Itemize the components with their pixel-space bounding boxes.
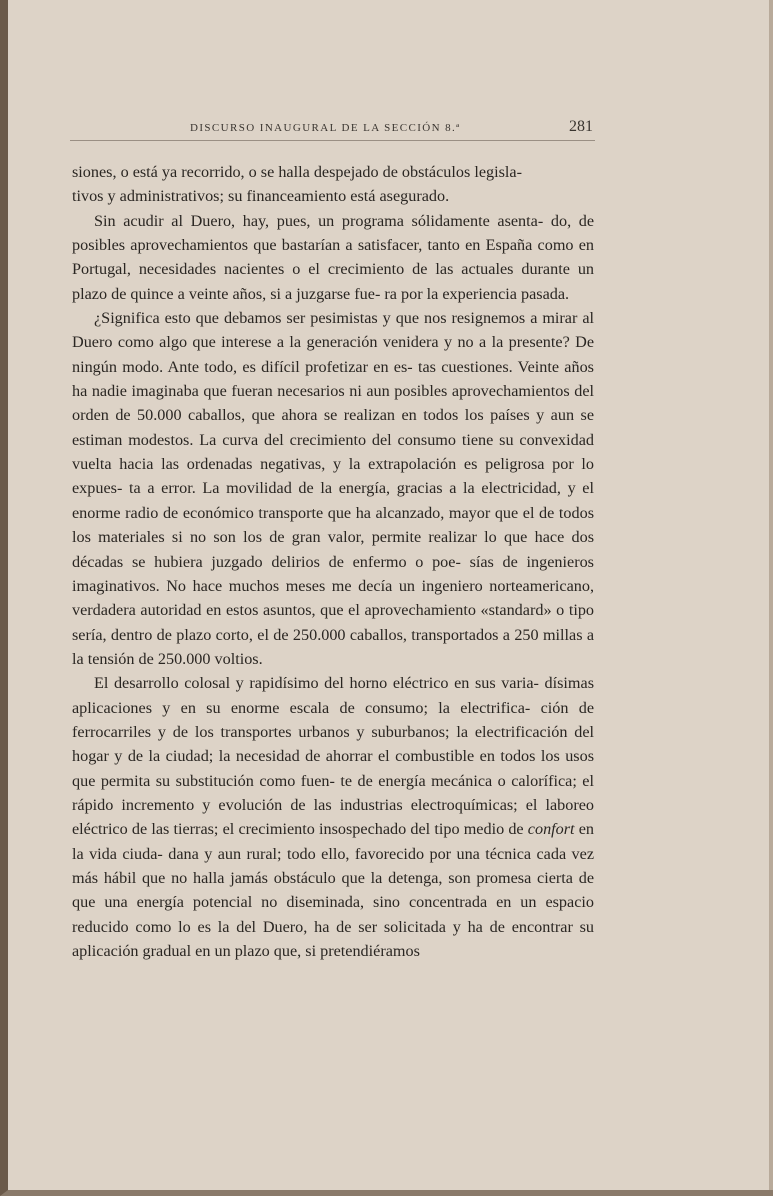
text-line: en la vida ciuda- bbox=[72, 820, 595, 863]
text-line: a mirar al Duero como algo que interese a la generación venidera y no bbox=[72, 309, 595, 352]
text-line: crecimiento insospechado del tipo medio de bbox=[238, 820, 524, 839]
text-line: el aprovechamiento «standard» o tipo sería, dentro de plazo corto, el bbox=[72, 601, 595, 644]
text-line: do, de posibles aprovechamientos que bastarían a satisfacer, tanto en bbox=[72, 211, 595, 255]
text-line: El desarrollo colosal y rapidísimo del horno eléctrico en sus varia- bbox=[94, 674, 539, 693]
text-line: te de energía mecánica o calorífica; el rápido incremento y evolución bbox=[72, 771, 594, 814]
text-line: electrificación del hogar y de la ciudad; la necesidad de ahorrar el bbox=[72, 722, 595, 766]
text-line: ingeniero norteamericano, verdadera autoridad en estos asuntos, que bbox=[72, 576, 594, 620]
text-line: ción de ferrocarriles y de los transportes urbanos y suburbanos; la bbox=[72, 698, 594, 741]
text-line: encontrar su aplicación gradual en un plazo que, si pretendiéramos bbox=[72, 917, 595, 960]
page-number: 281 bbox=[569, 118, 593, 135]
text-line: ni aun posibles aprovechamientos del orden de 50.000 caballos, que bbox=[72, 382, 594, 425]
paragraph-1 bbox=[72, 160, 594, 209]
text-line: España como en Portugal, necesidades nacientes o el crecimiento de bbox=[72, 236, 594, 279]
text-line: sías de ingenieros imaginativos. No hace muchos meses me decía un bbox=[72, 552, 594, 595]
text-line: curva del crecimiento del consumo tiene su convexidad vuelta hacia bbox=[72, 430, 595, 474]
text-line: las actuales durante un plazo de quince a veinte años, si a juzgarse fue- bbox=[72, 260, 595, 303]
text-line: de 250.000 caballos, transportados a 250 millas a la tensión de bbox=[72, 625, 595, 668]
text-line: dana y aun rural; todo ello, favorecido por una técnica cada vez más bbox=[72, 844, 595, 887]
text-line: ¿Significa esto que debamos ser pesimistas y que nos resignemos bbox=[94, 309, 526, 328]
italic-word: confort bbox=[527, 820, 575, 839]
text-line: ahora se realizan en todos los países y aun se estiman modestos. La bbox=[72, 406, 595, 449]
text-line: 250.000 voltios. bbox=[157, 649, 263, 668]
text-line: espacio reducido como lo es la del Duero, ha de ser solicitada y ha de bbox=[72, 893, 594, 936]
running-title: DISCURSO INAUGURAL DE LA SECCIÓN 8.ª bbox=[190, 122, 461, 134]
text-line: tas cuestiones. Veinte años ha nadie imaginaba que fueran necesarios bbox=[72, 357, 594, 401]
text-line: a la presente? De ningún modo. Ante todo, es difícil profetizar en es- bbox=[72, 333, 595, 376]
body-text bbox=[72, 160, 594, 963]
text-line: enorme radio de económico transporte que ha alcanzado, mayor que bbox=[72, 503, 519, 522]
page-header bbox=[70, 118, 595, 141]
text-line: de las industrias electroquímicas; el laboreo eléctrico de las tierras; el bbox=[72, 795, 595, 839]
text-line: Sin acudir al Duero, hay, pues, un programa sólidamente asenta- bbox=[94, 211, 544, 230]
paragraph-4 bbox=[72, 671, 594, 963]
text-line: dísimas aplicaciones y en su enorme escala de consumo; la electrifica- bbox=[72, 674, 594, 717]
text-line: hábil que no halla jamás obstáculo que la detenga, son promesa cierta bbox=[103, 868, 573, 887]
paragraph-3 bbox=[72, 306, 594, 671]
text-line: combustible en todos los usos que permita su substitución como fuen- bbox=[72, 747, 594, 790]
text-line: ta a error. La movilidad de la energía, gracias a la electricidad, y el bbox=[129, 479, 594, 498]
text-line: ra por la experiencia pasada. bbox=[384, 284, 570, 303]
text-line: las ordenadas negativas, y la extrapolación es peligrosa por lo expues- bbox=[72, 455, 595, 498]
text-line: el de todos los materiales si no son los de gran valor, permite realizar bbox=[72, 503, 595, 547]
text-line: de que una energía potencial no diseminada, sino concentrada en un bbox=[72, 868, 594, 912]
paragraph-2 bbox=[72, 209, 594, 306]
text-line: tivos y administrativos; su financeamiento está asegurado. bbox=[72, 187, 450, 206]
text-line: siones, o está ya recorrido, o se halla despejado de obstáculos legisla- bbox=[72, 163, 522, 181]
text-line: lo que hace dos décadas se hubiera juzgado delirios de enfermo o poe- bbox=[72, 528, 594, 571]
